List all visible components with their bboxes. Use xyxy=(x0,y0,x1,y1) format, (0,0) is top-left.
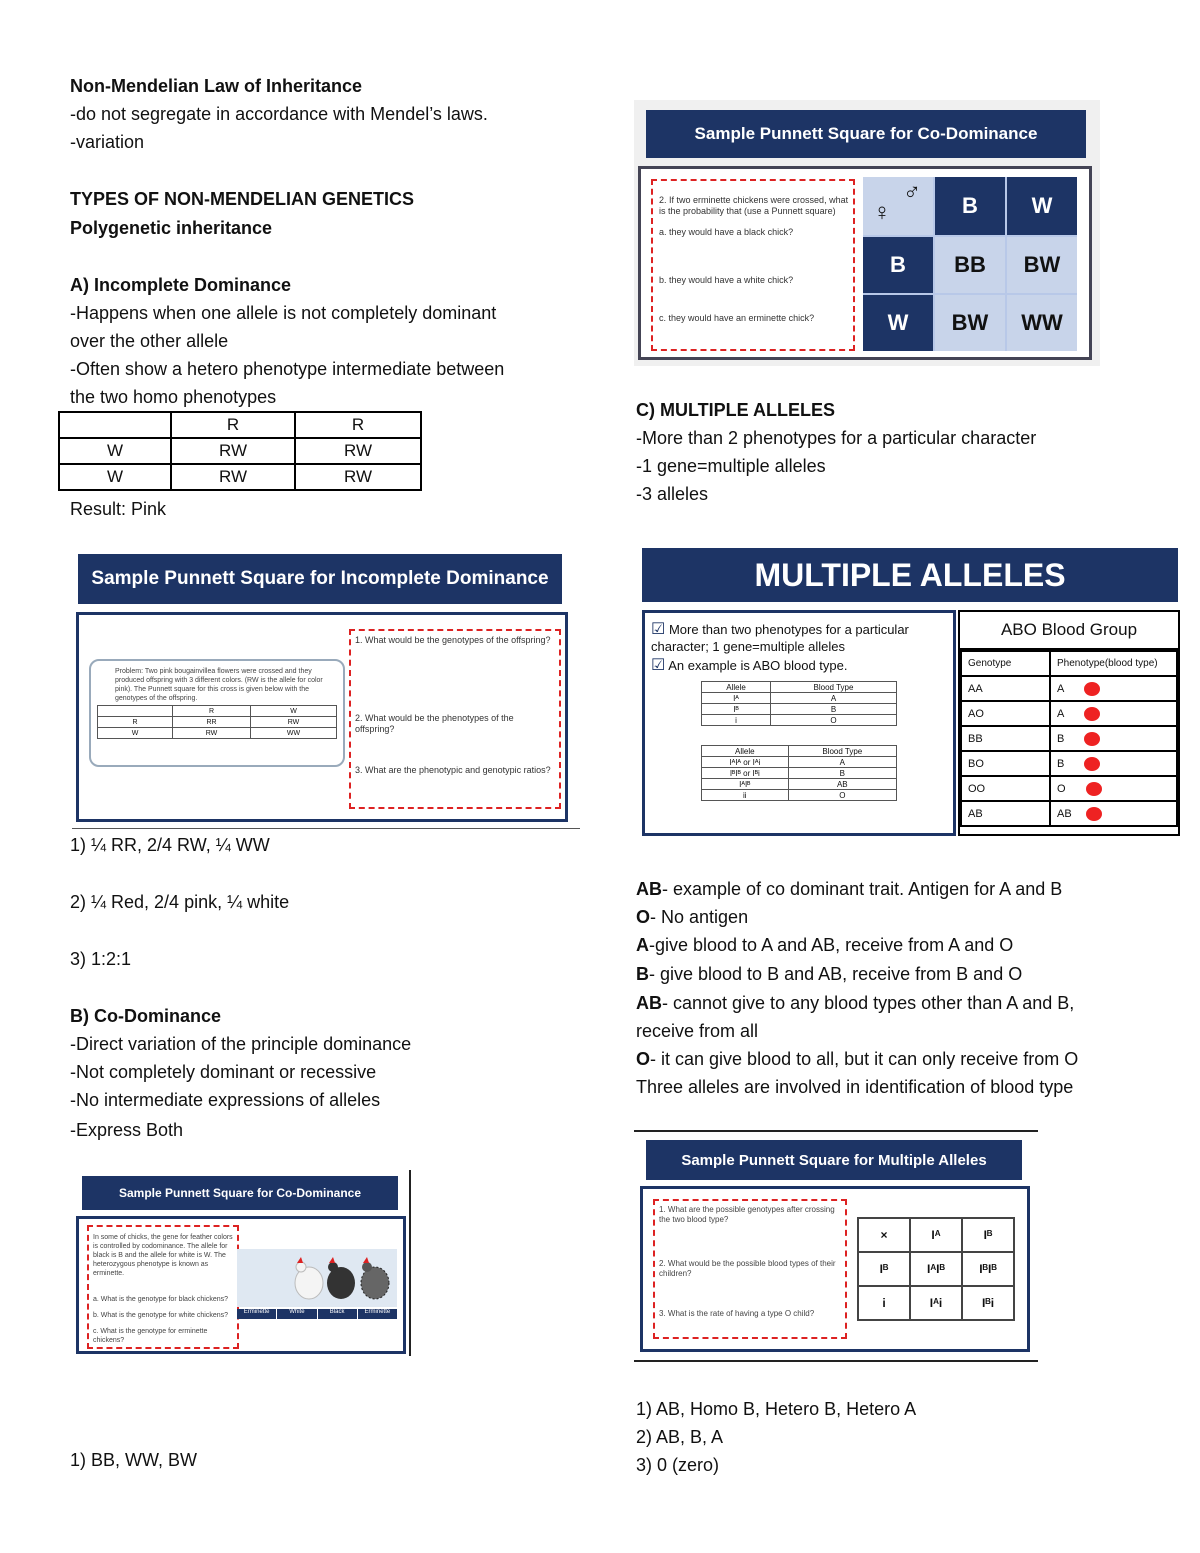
mini-cell: RW xyxy=(173,728,251,739)
doc-title: Non-Mendelian Law of Inheritance xyxy=(70,76,363,96)
blood-drop-icon xyxy=(1086,807,1102,821)
blood-drop-icon xyxy=(1084,732,1100,746)
body-line: over the other allele xyxy=(70,331,229,351)
figure-banner: Sample Punnett Square for Incomplete Dominance xyxy=(78,554,562,604)
genotype-table xyxy=(701,745,897,801)
figure-banner: Sample Punnett Square for Multiple Alleles xyxy=(646,1140,1022,1180)
question-3: 3. What is the rate of having a type O child? xyxy=(659,1309,815,1318)
mini-punnett xyxy=(97,705,337,739)
abo-cell: AB xyxy=(961,801,1050,826)
figure-frame xyxy=(638,166,1092,360)
punnett-cell: BW xyxy=(935,295,1005,351)
chicken-label: Erminette xyxy=(358,1309,397,1319)
punnett-cell: i xyxy=(858,1286,910,1320)
mini-cell: Blood Type xyxy=(788,746,896,757)
answer-line: 3) 0 (zero) xyxy=(636,1455,720,1475)
body-line: -do not segregate in accordance with Mendel’s laws. xyxy=(70,104,488,124)
gender-corner xyxy=(863,177,933,235)
figure-frame xyxy=(76,1216,406,1354)
punnett-cell: Iᴬi xyxy=(910,1286,962,1320)
punnett-cell: Iᴮ xyxy=(962,1218,1014,1252)
question-3: 3. What are the phenotypic and genotypic ratios? xyxy=(355,765,551,775)
mini-cell: IᴮIᴮ or Iᴮi xyxy=(702,768,789,779)
mini-cell: i xyxy=(702,715,771,726)
blood-drop-icon xyxy=(1084,682,1100,696)
figure-frame xyxy=(642,610,956,836)
multi-allele-punnett xyxy=(857,1217,1015,1321)
abo-table xyxy=(960,650,1178,827)
incomplete-dominance-figure xyxy=(72,552,580,830)
question-a: a. they would have a black chick? xyxy=(659,227,794,237)
section-heading: B) Co-Dominance xyxy=(70,1006,222,1026)
problem-text: Problem: Two pink bougainvillea flowers were crossed and they produced offspring with 3 different colors. (RW is the allele for color pink). The Punnett square for this cross is given below with the genotypes of the offspring. xyxy=(115,668,323,702)
table-cell: R xyxy=(171,412,295,438)
answer-line: 3) 1:2:1 xyxy=(70,949,132,969)
table-cell: RW xyxy=(171,464,295,490)
punnett-cell: Iᴬ xyxy=(910,1218,962,1252)
punnett-cell: IᴮIᴮ xyxy=(962,1252,1014,1286)
body-line: -1 gene=multiple alleles xyxy=(636,456,826,476)
questions-box xyxy=(87,1225,239,1349)
checkmark-icon: ☑ xyxy=(651,621,666,638)
multiple-alleles-figure xyxy=(640,546,1180,838)
table-cell xyxy=(59,412,171,438)
question-intro: 2. If two erminette chickens were crossed, what is the probability that (use a Punnett square) xyxy=(659,195,849,216)
mini-cell: B xyxy=(788,768,896,779)
section-heading: C) MULTIPLE ALLELES xyxy=(636,400,835,420)
chickens-illustration xyxy=(237,1249,397,1307)
abo-cell: BB xyxy=(961,726,1050,751)
answer-line: 1) AB, Homo B, Hetero B, Hetero A xyxy=(636,1399,917,1419)
mini-cell: WW xyxy=(251,728,337,739)
chicken-label: White xyxy=(277,1309,316,1319)
body-line: Three alleles are involved in identification of blood type xyxy=(636,1077,1074,1097)
incomplete-dominance-table xyxy=(58,411,422,491)
mini-cell: RW xyxy=(251,717,337,728)
figure-frame xyxy=(76,612,568,822)
mini-cell: Allele xyxy=(702,746,789,757)
abo-header: Genotype xyxy=(961,651,1050,676)
abo-cell: AO xyxy=(961,701,1050,726)
check-item-1: ☑ More than two phenotypes for a particular character; 1 gene=multiple alleles xyxy=(651,621,909,654)
problem-box xyxy=(89,659,345,767)
codominance-punnett-figure xyxy=(634,100,1100,366)
mini-cell: A xyxy=(788,757,896,768)
body-line: O- it can give blood to all, but it can only receive from O xyxy=(636,1049,1079,1069)
question-2: 2. What would be the possible blood types of their children? xyxy=(659,1259,836,1278)
body-line: -variation xyxy=(70,132,145,152)
punnett-header: B xyxy=(935,177,1005,235)
mini-cell: Allele xyxy=(702,682,771,693)
abo-cell: A xyxy=(1050,701,1177,726)
question-2: 2. What would be the phenotypes of the offspring? xyxy=(355,713,514,734)
abo-panel xyxy=(958,610,1180,836)
female-icon: ♀ xyxy=(873,199,891,226)
section-heading: TYPES OF NON-MENDELIAN GENETICS xyxy=(70,189,415,209)
question-c: c. they would have an erminette chick? xyxy=(659,313,815,323)
blood-drop-icon xyxy=(1084,757,1100,771)
punnett-cell: WW xyxy=(1007,295,1077,351)
figure-frame xyxy=(640,1186,1030,1352)
result-line: Result: Pink xyxy=(70,499,167,519)
body-line: -Direct variation of the principle dominance xyxy=(70,1034,412,1054)
abo-header: Phenotype(blood type) xyxy=(1050,651,1177,676)
body-line: B- give blood to B and AB, receive from B and O xyxy=(636,964,1023,984)
problem-text: In some of chicks, the gene for feather colors is controlled by codominance. The allele for black is B and the allele for white is W. The heterozygous phenotype is known as erminette. xyxy=(93,1234,233,1277)
section-heading: A) Incomplete Dominance xyxy=(70,275,292,295)
chickens-panel xyxy=(237,1249,397,1307)
abo-cell: B xyxy=(1050,726,1177,751)
punnett-cell: Iᴮ xyxy=(858,1252,910,1286)
body-line: A-give blood to A and AB, receive from A and O xyxy=(636,935,1014,955)
answer-line: 1) BB, WW, BW xyxy=(70,1450,198,1470)
body-line: AB- example of co dominant trait. Antigen for A and B xyxy=(636,879,1063,899)
chicken-label: Erminette xyxy=(237,1309,276,1319)
body-line: -Often show a hetero phenotype intermediate between xyxy=(70,359,505,379)
table-cell: W xyxy=(59,438,171,464)
mini-cell: Blood Type xyxy=(770,682,896,693)
table-cell: R xyxy=(295,412,421,438)
table-cell: W xyxy=(59,464,171,490)
mini-cell: A xyxy=(770,693,896,704)
mini-cell: R xyxy=(173,706,251,717)
questions-box xyxy=(653,1199,847,1339)
punnett-cell: IᴬIᴮ xyxy=(910,1252,962,1286)
codominance-chickens-figure xyxy=(72,1170,412,1356)
mini-cell: IᴬIᴬ or Iᴬi xyxy=(702,757,789,768)
abo-cell: A xyxy=(1050,676,1177,701)
punnett-header: B xyxy=(863,237,933,293)
mini-cell: R xyxy=(98,717,173,728)
blood-drop-icon xyxy=(1086,782,1102,796)
mini-cell: IᴬIᴮ xyxy=(702,779,789,790)
multiple-alleles-punnett-figure xyxy=(634,1130,1038,1362)
body-line: -No intermediate expressions of alleles xyxy=(70,1090,381,1110)
question-b: b. they would have a white chick? xyxy=(659,275,794,285)
mini-cell: B xyxy=(770,704,896,715)
divider xyxy=(634,1130,1038,1132)
body-line: O- No antigen xyxy=(636,907,749,927)
mini-cell: W xyxy=(251,706,337,717)
abo-cell: BO xyxy=(961,751,1050,776)
punnett-cell: BB xyxy=(935,237,1005,293)
table-cell: RW xyxy=(295,464,421,490)
question-b: b. What is the genotype for white chickens? xyxy=(93,1312,229,1319)
figure-banner: Sample Punnett Square for Co-Dominance xyxy=(646,110,1086,158)
divider xyxy=(409,1170,411,1356)
answer-line: 2) AB, B, A xyxy=(636,1427,724,1447)
punnett-grid xyxy=(863,177,1077,351)
table-cell: RW xyxy=(295,438,421,464)
divider xyxy=(634,1360,1038,1362)
abo-cell: O xyxy=(1050,776,1177,801)
answer-line: 2) ¼ Red, 2/4 pink, ¼ white xyxy=(70,892,290,912)
questions-box xyxy=(349,629,561,809)
body-line: -Express Both xyxy=(70,1120,184,1140)
checkmark-icon: ☑ xyxy=(651,657,666,674)
male-icon: ♂ xyxy=(903,179,921,206)
figure-banner: MULTIPLE ALLELES xyxy=(642,548,1178,602)
punnett-header: W xyxy=(1007,177,1077,235)
abo-cell: B xyxy=(1050,751,1177,776)
punnett-cell: Iᴮi xyxy=(962,1286,1014,1320)
question-c: c. What is the genotype for erminette chickens? xyxy=(93,1328,208,1344)
allele-table xyxy=(701,681,897,726)
body-line: -More than 2 phenotypes for a particular character xyxy=(636,428,1037,448)
figure-banner: Sample Punnett Square for Co-Dominance xyxy=(82,1176,398,1210)
mini-cell: Iᴮ xyxy=(702,704,771,715)
divider xyxy=(72,828,580,829)
body-line: -3 alleles xyxy=(636,484,709,504)
question-a: a. What is the genotype for black chickens? xyxy=(93,1296,229,1303)
chicken-label: Black xyxy=(318,1309,357,1319)
mini-cell: Iᴬ xyxy=(702,693,771,704)
mini-cell: ii xyxy=(702,790,789,801)
abo-title: ABO Blood Group xyxy=(960,612,1178,650)
questions-box xyxy=(651,179,855,351)
body-line: AB- cannot give to any blood types other than A and B, xyxy=(636,993,1075,1013)
question-1: 1. What would be the genotypes of the offspring? xyxy=(355,635,551,645)
body-line: -Happens when one allele is not completely dominant xyxy=(70,303,497,323)
blood-drop-icon xyxy=(1084,707,1100,721)
question-1: 1. What are the possible genotypes after crossing the two blood type? xyxy=(659,1205,835,1224)
abo-cell: AB xyxy=(1050,801,1177,826)
punnett-cell: × xyxy=(858,1218,910,1252)
mini-cell: AB xyxy=(788,779,896,790)
mini-cell: O xyxy=(770,715,896,726)
section-subheading: Polygenetic inheritance xyxy=(70,218,273,238)
mini-cell: W xyxy=(98,728,173,739)
answer-line: 1) ¼ RR, 2/4 RW, ¼ WW xyxy=(70,835,270,855)
body-line: -Not completely dominant or recessive xyxy=(70,1062,377,1082)
body-line: the two homo phenotypes xyxy=(70,387,277,407)
abo-cell: OO xyxy=(961,776,1050,801)
body-line: receive from all xyxy=(636,1021,759,1041)
table-cell: RW xyxy=(171,438,295,464)
mini-cell: O xyxy=(788,790,896,801)
punnett-header: W xyxy=(863,295,933,351)
abo-cell: AA xyxy=(961,676,1050,701)
chicken-labels xyxy=(237,1309,397,1319)
mini-cell: RR xyxy=(173,717,251,728)
check-item-2: ☑ An example is ABO blood type. xyxy=(651,657,848,674)
punnett-cell: BW xyxy=(1007,237,1077,293)
